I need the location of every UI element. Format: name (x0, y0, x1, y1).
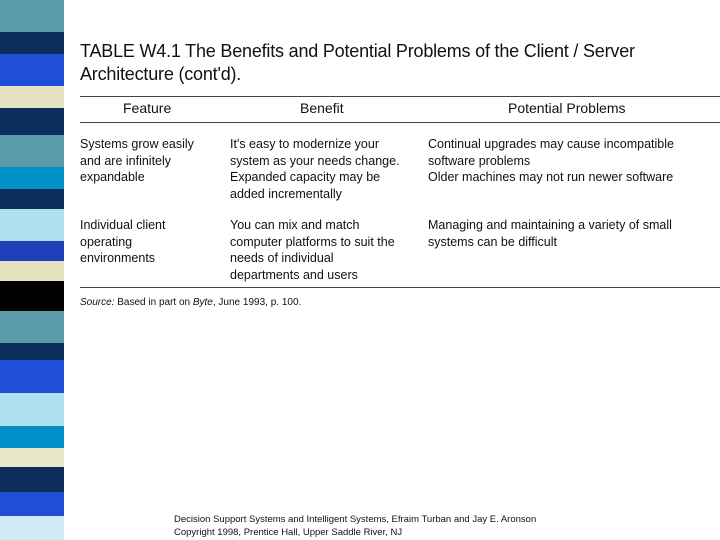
table-title (80, 40, 700, 86)
row-1-feature (80, 136, 194, 186)
row-2-feature (80, 217, 165, 267)
header-top-rule (80, 96, 720, 97)
cell-line: computer platforms to suit the (230, 234, 395, 249)
footer-line-1: Decision Support Systems and Intelligent Systems, Efraim Turban and Jay E. Aronson (174, 514, 537, 525)
footer-line-2: Copyright 1998, Prentice Hall, Upper Saddle River, NJ (174, 527, 403, 538)
cell-line: operating (80, 234, 133, 249)
source-prefix: Based in part on (117, 297, 193, 308)
table-bottom-rule (80, 287, 720, 288)
cell-line: You can mix and match (230, 218, 360, 232)
cell-line: departments and users (230, 267, 358, 282)
row-1-benefit (230, 136, 400, 202)
cell-line: Individual client (80, 218, 166, 232)
cell-line: environments (80, 251, 156, 265)
footer-citation (174, 513, 536, 539)
cell-line: needs of individual (230, 251, 334, 265)
title-line-1: TABLE W4.1 The Benefits and Potential Problems of the Client / Server (80, 41, 635, 61)
column-header-feature: Feature (123, 100, 172, 116)
cell-line: It's easy to modernize your (230, 137, 379, 151)
column-header-problems: Potential Problems (508, 100, 626, 116)
title-line-2: Architecture (cont'd). (80, 64, 242, 84)
cell-line: system as your needs change. (230, 153, 400, 168)
cell-line: Older machines may not run newer software (428, 170, 674, 184)
source-publication: Byte (192, 297, 213, 308)
source-note (80, 297, 301, 308)
source-label: Source: (80, 297, 115, 308)
cell-line: and are infinitely (80, 153, 172, 168)
cell-line: Expanded capacity may be (230, 170, 381, 184)
source-suffix: , June 1993, p. 100. (212, 297, 302, 308)
row-2-problems (428, 217, 672, 250)
row-1-problems (428, 136, 674, 186)
cell-line: software problems (428, 153, 531, 168)
cell-line: systems can be difficult (428, 234, 557, 249)
cell-line: Systems grow easily (80, 137, 194, 151)
column-header-benefit: Benefit (300, 100, 344, 116)
cell-line: added incrementally (230, 186, 342, 201)
decorative-stripe (0, 0, 64, 540)
cell-line: Managing and maintaining a variety of small (428, 218, 672, 232)
row-2-benefit (230, 217, 395, 283)
header-bottom-rule (80, 122, 720, 123)
cell-line: Continual upgrades may cause incompatible (428, 137, 674, 151)
cell-line: expandable (80, 170, 145, 184)
